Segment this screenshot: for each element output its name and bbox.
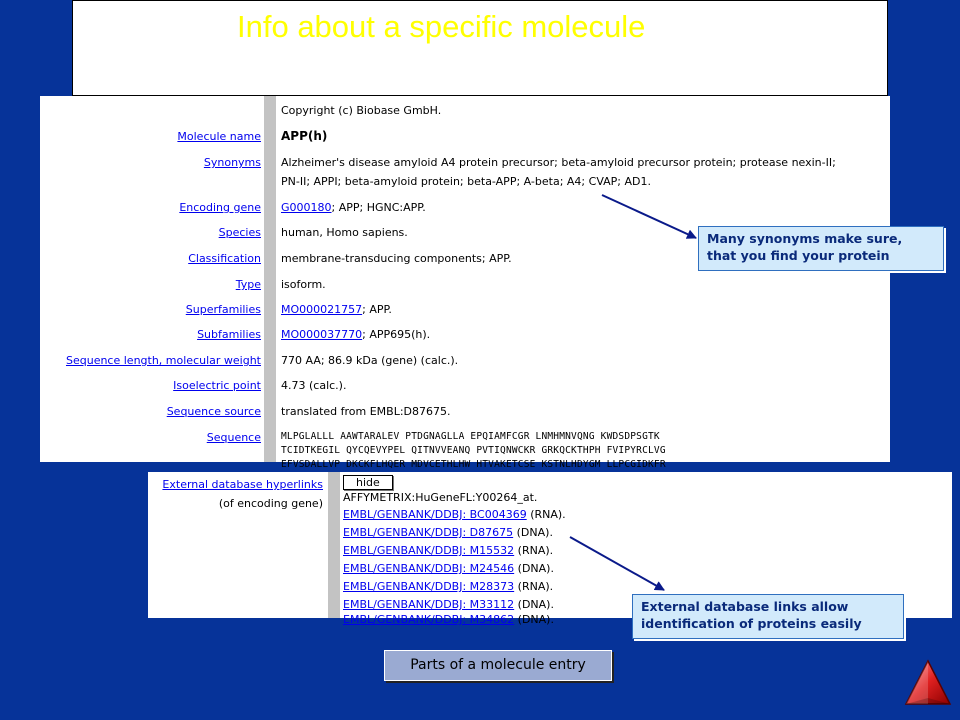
external-link[interactable]: EMBL/GENBANK/DDBJ: BC004369 — [343, 508, 527, 521]
external-link[interactable]: EMBL/GENBANK/DDBJ: M24546 — [343, 562, 515, 575]
sequence-line-3: EFVSDALLVP DKCKFLHQER MDVCETHLHW HTVAKETCSE KSTNLHDYGM LLPCGIDKFR — [281, 459, 666, 470]
superfamily-id-link[interactable]: MO000021757 — [281, 303, 363, 316]
triangle-next-icon[interactable] — [903, 658, 953, 708]
external-link[interactable]: EMBL/GENBANK/DDBJ: M34862 — [343, 613, 515, 626]
external-link[interactable]: EMBL/GENBANK/DDBJ: M15532 — [343, 544, 515, 557]
molecule-name-link[interactable]: Molecule name — [177, 130, 261, 143]
external-link-type: (RNA). — [514, 580, 554, 593]
subfamilies-link[interactable]: Subfamilies — [197, 328, 261, 341]
gene-id-link[interactable]: G000180 — [281, 201, 332, 214]
synonyms-value-1: Alzheimer's disease amyloid A4 protein precursor; beta-amyloid precursor protein; protease nexin-II; — [281, 156, 836, 169]
column-divider — [264, 96, 276, 462]
external-link[interactable]: EMBL/GENBANK/DDBJ: M28373 — [343, 580, 515, 593]
encoding-gene-value: ; APP; HGNC:APP. — [331, 201, 426, 214]
synonyms-link[interactable]: Synonyms — [203, 156, 261, 169]
external-link-type: (DNA). — [513, 526, 553, 539]
subfamilies-value: ; APP695(h). — [362, 328, 431, 341]
title-box — [72, 0, 888, 96]
classification-value: membrane-transducing components; APP. — [281, 252, 512, 265]
classification-link[interactable]: Classification — [188, 252, 261, 265]
superfamilies-value: ; APP. — [362, 303, 392, 316]
external-sublabel: (of encoding gene) — [218, 497, 323, 510]
external-link-type: (DNA). — [514, 598, 554, 611]
column-divider-2 — [328, 472, 340, 618]
subfamily-id-link[interactable]: MO000037770 — [281, 328, 363, 341]
superfamilies-link[interactable]: Superfamilies — [185, 303, 261, 316]
synonyms-callout-line-1: Many synonyms make sure, — [707, 231, 903, 246]
affymetrix-value: AFFYMETRIX:HuGeneFL:Y00264_at. — [343, 491, 538, 504]
external-link-type: (DNA). — [514, 613, 554, 626]
encoding-gene-link[interactable]: Encoding gene — [179, 201, 261, 214]
sequence-line-2: TCIDTKEGIL QYCQEVYPEL QITNVVEANQ PVTIQNWCKR GRKQCKTHPH FVIPYRCLVG — [281, 445, 666, 456]
sequence-length-value: 770 AA; 86.9 kDa (gene) (calc.). — [281, 354, 459, 367]
isoelectric-point-value: 4.73 (calc.). — [281, 379, 347, 392]
molecule-name-value: APP(h) — [281, 129, 328, 143]
isoelectric-point-link[interactable]: Isoelectric point — [173, 379, 261, 392]
synonyms-value-2: PN-II; APPI; beta-amyloid protein; beta-APP; A-beta; A4; CVAP; AD1. — [281, 175, 651, 188]
external-link[interactable]: EMBL/GENBANK/DDBJ: M33112 — [343, 598, 515, 611]
external-link-type: (RNA). — [514, 544, 554, 557]
external-callout — [632, 594, 904, 639]
external-link-type: (RNA). — [526, 508, 566, 521]
species-value: human, Homo sapiens. — [281, 226, 408, 239]
hide-button[interactable]: hide — [343, 475, 393, 490]
sequence-link[interactable]: Sequence — [206, 431, 261, 444]
type-value: isoform. — [281, 278, 326, 291]
copyright-text: Copyright (c) Biobase GmbH. — [281, 104, 442, 117]
sequence-source-value: translated from EMBL:D87675. — [281, 405, 451, 418]
page-title: Info about a specific molecule — [237, 9, 646, 44]
external-link[interactable]: EMBL/GENBANK/DDBJ: D87675 — [343, 526, 514, 539]
external-callout-line-2: identification of proteins easily — [641, 616, 862, 631]
synonyms-callout — [698, 226, 944, 271]
external-database-link[interactable]: External database hyperlinks — [162, 478, 323, 491]
synonyms-callout-line-2: that you find your protein — [707, 248, 890, 263]
external-callout-line-1: External database links allow — [641, 599, 849, 614]
species-link[interactable]: Species — [218, 226, 261, 239]
external-link-type: (DNA). — [514, 562, 554, 575]
sequence-source-link[interactable]: Sequence source — [166, 405, 261, 418]
molecule-entry-panel — [40, 96, 890, 470]
sequence-length-link[interactable]: Sequence length, molecular weight — [65, 354, 261, 367]
caption-box: Parts of a molecule entry — [384, 650, 612, 681]
type-link[interactable]: Type — [235, 278, 261, 291]
sequence-line-1: MLPGLALLL AAWTARALEV PTDGNAGLLA EPQIAMFCGR LNMHMNVQNG KWDSDPSGTK — [281, 431, 660, 442]
